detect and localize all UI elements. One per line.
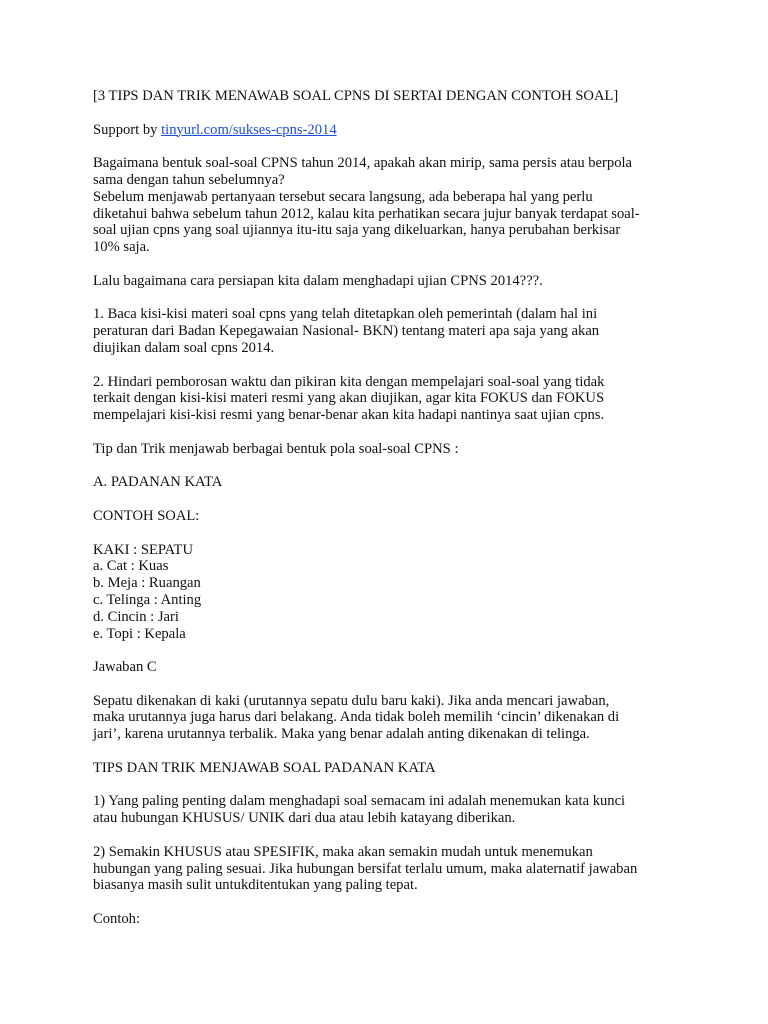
point-2-line: mempelajari kisi-kisi resmi yang benar-benar akan kita hadapi nantinya saat ujian cpns.	[93, 407, 605, 424]
tip-2-line: biasanya masih sulit untukditentukan yang paling tepat.	[93, 877, 418, 894]
contoh-label: Contoh:	[93, 911, 141, 928]
explanation-line: jari’, karena urutannya terbalik. Maka yang benar adalah anting dikenakan di telinga.	[93, 726, 590, 743]
intro-line: diketahui bahwa sebelum tahun 2012, kalau kita perhatikan secara jujur banyak terdapat soal-	[93, 205, 640, 222]
soal-list	[93, 542, 683, 643]
explanation-line: maka urutannya juga harus dari belakang. Anda tidak boleh memilih ‘cincin’ dikenakan di	[93, 709, 620, 726]
soal-option: b. Meja : Ruangan	[93, 575, 201, 592]
point-1-line: peraturan dari Badan Kepegawaian Nasional- BKN) tentang materi apa saja yang akan	[93, 323, 600, 340]
explanation-line: Sepatu dikenakan di kaki (urutannya sepatu dulu baru kaki). Jika anda mencari jawaban,	[93, 692, 610, 709]
intro-line: 10% saja.	[93, 239, 150, 256]
tip-2-line: hubungan yang paling sesuai. Jika hubungan bersifat terlalu umum, maka alaternatif jawaban	[93, 860, 638, 877]
point-2-line: terkait dengan kisi-kisi materi resmi yang akan diujikan, agar kita FOKUS dan FOKUS	[93, 390, 605, 407]
point-2-line: 2. Hindari pemborosan waktu dan pikiran kita dengan mempelajari soal-soal yang tidak	[93, 373, 605, 390]
tip-intro-paragraph: Tip dan Trik menjawab berbagai bentuk pola soal-soal CPNS :	[93, 440, 459, 457]
point-1-line: diujikan dalam soal cpns 2014.	[93, 339, 275, 356]
document-page	[93, 88, 683, 945]
tip-1-line: atau hubungan KHUSUS/ UNIK dari dua atau lebih katayang diberikan.	[93, 810, 516, 827]
soal-question: KAKI : SEPATU	[93, 541, 194, 558]
point-1-line: 1. Baca kisi-kisi materi soal cpns yang telah ditetapkan oleh pemerintah (dalam hal ini	[93, 306, 598, 323]
intro-line: Sebelum menjawab pertanyaan tersebut secara langsung, ada beberapa hal yang perlu	[93, 188, 593, 205]
tip-2-paragraph	[93, 844, 683, 894]
soal-option: a. Cat : Kuas	[93, 558, 169, 575]
intro-line: sama dengan tahun sebelumnya?	[93, 171, 285, 188]
tip-2-line: 2) Semakin KHUSUS atau SPESIFIK, maka akan semakin mudah untuk menemukan	[93, 843, 593, 860]
intro-paragraph	[93, 155, 683, 256]
question-paragraph: Lalu bagaimana cara persiapan kita dalam menghadapi ujian CPNS 2014???.	[93, 272, 543, 289]
soal-option: d. Cincin : Jari	[93, 608, 179, 625]
explanation-paragraph	[93, 693, 683, 743]
answer-label: Jawaban C	[93, 659, 157, 676]
section-a-heading: A. PADANAN KATA	[93, 474, 223, 491]
support-prefix: Support by	[93, 121, 162, 138]
intro-line: soal ujian cpns yang soal ujiannya itu-itu saja yang dikeluarkan, hanya perubahan berkisar	[93, 222, 621, 239]
contoh-soal-label: CONTOH SOAL:	[93, 507, 200, 524]
support-line	[93, 122, 683, 139]
point-1-paragraph	[93, 306, 683, 356]
tip-1-paragraph	[93, 793, 683, 827]
document-title: [3 TIPS DAN TRIK MENAWAB SOAL CPNS DI SERTAI DENGAN CONTOH SOAL]	[93, 88, 619, 104]
soal-option: c. Telinga : Anting	[93, 591, 202, 608]
tip-1-line: 1) Yang paling penting dalam menghadapi soal semacam ini adalah menemukan kata kunci	[93, 793, 626, 810]
tips-heading: TIPS DAN TRIK MENJAWAB SOAL PADANAN KATA	[93, 759, 436, 776]
point-2-paragraph	[93, 374, 683, 424]
intro-line: Bagaimana bentuk soal-soal CPNS tahun 2014, apakah akan mirip, sama persis atau berpola	[93, 155, 633, 172]
soal-option: e. Topi : Kepala	[93, 625, 186, 642]
support-link[interactable]: tinyurl.com/sukses-cpns-2014	[161, 121, 337, 138]
